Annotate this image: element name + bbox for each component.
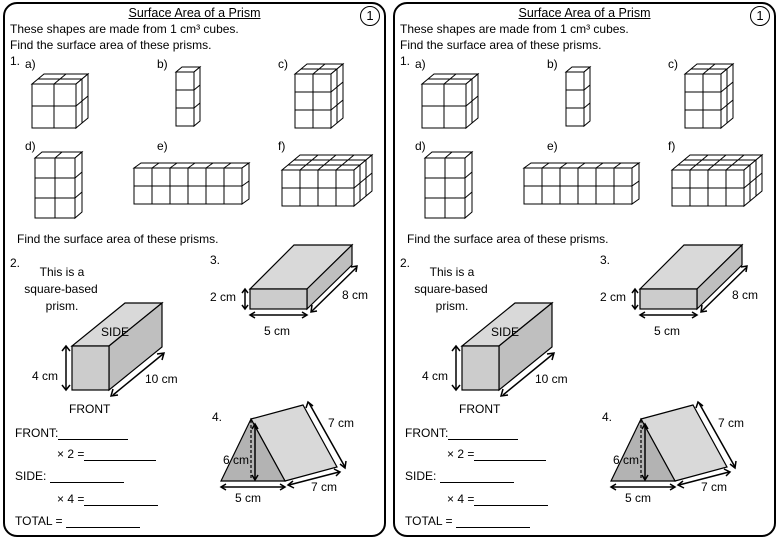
- working-times4-row: [447, 492, 548, 506]
- q2-note-line1: This is a: [429, 265, 475, 279]
- q2-note-line1: This is a: [39, 265, 85, 279]
- intro-text-line1: These shapes are made from 1 cm³ cubes.: [400, 22, 629, 36]
- question-4-label: 4.: [602, 410, 613, 424]
- triangular-prism-diagram: [205, 399, 385, 499]
- working-total-label: TOTAL =: [15, 514, 63, 528]
- cube-stack-c: [295, 64, 343, 128]
- page-number-badge: 1: [360, 6, 380, 26]
- worksheet-title: Surface Area of a Prism: [518, 6, 651, 20]
- part-f-label: f): [278, 139, 286, 153]
- q2-note-line3: prism.: [435, 299, 469, 313]
- intro-text-line2: Find the surface area of these prisms.: [400, 38, 602, 52]
- front-answer-line[interactable]: [58, 439, 128, 440]
- times4-answer-line[interactable]: [84, 505, 158, 506]
- times2-answer-line[interactable]: [474, 460, 546, 461]
- part-f-label: f): [668, 139, 676, 153]
- cube-stack-e: [134, 163, 249, 204]
- part-c-label: c): [668, 57, 678, 71]
- cube-stack-f: [672, 155, 762, 206]
- section-2-instruction: Find the surface area of these prisms.: [17, 232, 219, 246]
- cuboid-diagram: [585, 234, 775, 324]
- part-d-label: d): [25, 139, 36, 153]
- working-total-row: [405, 514, 530, 528]
- worksheet-1: [3, 2, 386, 537]
- working-side-row: [405, 469, 514, 483]
- question-3-label: 3.: [600, 253, 611, 267]
- q2-front-label: FRONT: [69, 402, 111, 416]
- times4-answer-line[interactable]: [474, 505, 548, 506]
- part-b-label: b): [547, 57, 558, 71]
- q3-depth-label: 8 cm: [342, 288, 369, 302]
- q2-note-line2: square-based: [414, 282, 488, 296]
- cube-stack-d: [35, 152, 82, 218]
- q2-length-label: 10 cm: [145, 372, 178, 386]
- part-d-label: d): [415, 139, 426, 153]
- q2-side-label: SIDE: [101, 325, 130, 339]
- cube-stack-b: [566, 67, 590, 126]
- question-4-label: 4.: [212, 410, 223, 424]
- q3-height-label: 2 cm: [210, 290, 237, 304]
- cube-stack-c: [685, 64, 733, 128]
- q2-height-label: 4 cm: [32, 369, 59, 383]
- working-times2-row: [57, 447, 156, 461]
- side-answer-line[interactable]: [50, 482, 124, 483]
- q2-note-line3: prism.: [45, 299, 79, 313]
- q4-height-label: 6 cm: [223, 453, 250, 467]
- working-front-label: FRONT:: [15, 426, 59, 440]
- q4-top-label: 7 cm: [328, 416, 355, 430]
- q3-width-label: 5 cm: [654, 324, 681, 338]
- working-side-row: [15, 469, 124, 483]
- total-answer-line[interactable]: [456, 527, 530, 528]
- q4-depth-label: 7 cm: [701, 480, 728, 494]
- cuboid-diagram: [195, 234, 385, 324]
- total-answer-line[interactable]: [66, 527, 140, 528]
- cube-diagrams: [5, 4, 385, 224]
- side-answer-line[interactable]: [440, 482, 514, 483]
- cube-stack-d: [425, 152, 472, 218]
- q2-note-line2: square-based: [24, 282, 98, 296]
- working-total-label: TOTAL =: [405, 514, 453, 528]
- q2-side-label: SIDE: [491, 325, 520, 339]
- question-2-label: 2.: [10, 256, 21, 270]
- cube-stack-a: [422, 74, 478, 128]
- worksheet-2: [393, 2, 776, 537]
- q4-base-label: 5 cm: [235, 491, 262, 505]
- triangular-prism-diagram: [595, 399, 775, 499]
- cube-stack-e: [524, 163, 639, 204]
- question-1-label: 1.: [400, 54, 411, 68]
- working-front-row: [405, 426, 518, 440]
- q4-height-label: 6 cm: [613, 453, 640, 467]
- q4-base-label: 5 cm: [625, 491, 652, 505]
- q4-top-label: 7 cm: [718, 416, 745, 430]
- working-side-label: SIDE:: [405, 469, 437, 483]
- working-times4-row: [57, 492, 158, 506]
- question-3-label: 3.: [210, 253, 221, 267]
- cube-stack-f: [282, 155, 372, 206]
- cube-diagrams: [395, 4, 775, 224]
- q3-width-label: 5 cm: [264, 324, 291, 338]
- front-answer-line[interactable]: [448, 439, 518, 440]
- q3-height-label: 2 cm: [600, 290, 627, 304]
- question-1-label: 1.: [10, 54, 21, 68]
- working-times4-label: × 4 =: [57, 492, 85, 506]
- working-times4-label: × 4 =: [447, 492, 475, 506]
- part-a-label: a): [25, 57, 36, 71]
- working-side-label: SIDE:: [15, 469, 47, 483]
- q2-height-label: 4 cm: [422, 369, 449, 383]
- working-front-row: [15, 426, 128, 440]
- part-b-label: b): [157, 57, 168, 71]
- intro-text-line2: Find the surface area of these prisms.: [10, 38, 212, 52]
- q3-depth-label: 8 cm: [732, 288, 759, 302]
- q2-length-label: 10 cm: [535, 372, 568, 386]
- cube-stack-b: [176, 67, 200, 126]
- worksheet-title: Surface Area of a Prism: [128, 6, 261, 20]
- q2-front-label: FRONT: [459, 402, 501, 416]
- part-a-label: a): [415, 57, 426, 71]
- section-2-instruction: Find the surface area of these prisms.: [407, 232, 609, 246]
- page-number-badge: 1: [750, 6, 770, 26]
- working-times2-label: × 2 =: [447, 447, 475, 461]
- part-e-label: e): [157, 139, 168, 153]
- part-e-label: e): [547, 139, 558, 153]
- q4-depth-label: 7 cm: [311, 480, 338, 494]
- cube-stack-a: [32, 74, 88, 128]
- working-times2-row: [447, 447, 546, 461]
- part-c-label: c): [278, 57, 288, 71]
- working-times2-label: × 2 =: [57, 447, 85, 461]
- times2-answer-line[interactable]: [84, 460, 156, 461]
- intro-text-line1: These shapes are made from 1 cm³ cubes.: [10, 22, 239, 36]
- working-front-label: FRONT:: [405, 426, 449, 440]
- question-2-label: 2.: [400, 256, 411, 270]
- working-total-row: [15, 514, 140, 528]
